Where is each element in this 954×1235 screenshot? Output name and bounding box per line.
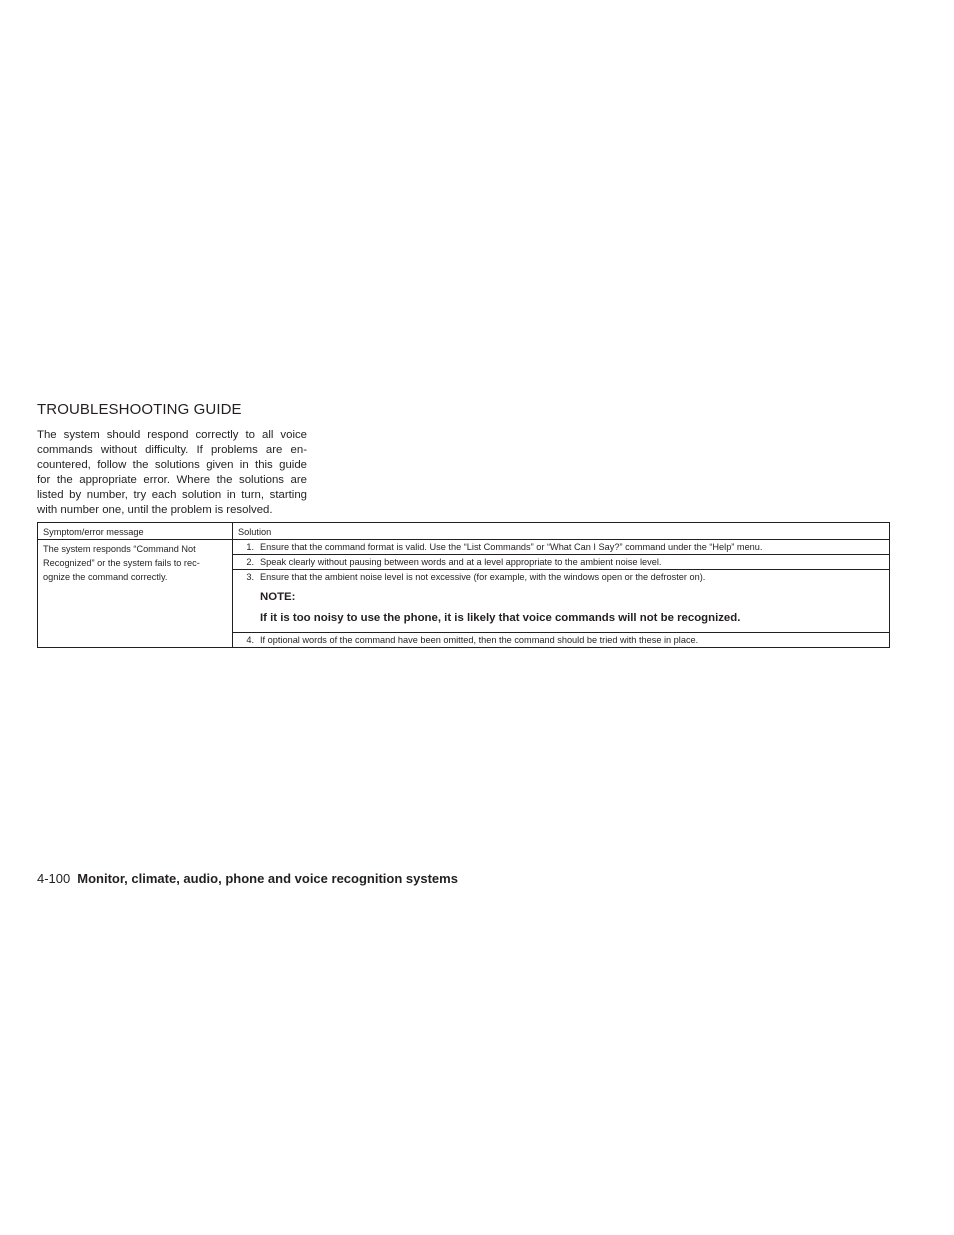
solution-text: If optional words of the command have been omitted, then the command should be tried with these in place.: [260, 635, 699, 645]
intro-line: countered, follow the solutions given in this guide: [37, 459, 307, 471]
intro-line: The system should respond correctly to all voice: [37, 429, 307, 441]
solution-text: Ensure that the ambient noise level is not excessive (for example, with the windows open or the defroster on).: [260, 572, 706, 582]
solution-text: Speak clearly without pausing between words and at a level appropriate to the ambient noise level.: [260, 557, 662, 567]
table-header-row: [38, 523, 890, 540]
troubleshooting-table: [37, 522, 890, 648]
solution-text: Ensure that the command format is valid. Use the “List Commands” or “What Can I Say?” command under the “Help” menu.: [260, 542, 763, 552]
intro-line: commands without difficulty. If problems are en-: [37, 444, 307, 456]
solution-number: 4.: [246, 635, 254, 645]
symptom-header: Symptom/error message: [38, 523, 233, 540]
solution-cell: [233, 633, 890, 648]
solution-cell: [233, 570, 890, 633]
solution-cell: [233, 540, 890, 555]
intro-line: for the appropriate error. Where the solutions are: [37, 474, 307, 486]
note-label: NOTE:: [260, 591, 296, 603]
solution-cell: [233, 555, 890, 570]
note-text: If it is too noisy to use the phone, it is likely that voice commands will not be recognized.: [260, 612, 741, 624]
symptom-line: Recognized” or the system fails to rec-: [43, 558, 200, 568]
section-title: TROUBLESHOOTING GUIDE: [37, 401, 242, 418]
intro-line: with number one, until the problem is resolved.: [37, 504, 273, 516]
solution-number: 3.: [246, 572, 254, 582]
page-number: 4-100: [37, 871, 71, 886]
table-row: [38, 540, 890, 555]
symptom-line: The system responds “Command Not: [43, 544, 196, 554]
chapter-title: Monitor, climate, audio, phone and voice recognition systems: [77, 871, 458, 886]
symptom-line: ognize the command correctly.: [43, 572, 168, 582]
solution-header: Solution: [233, 523, 890, 540]
solution-number: 2.: [246, 557, 254, 567]
intro-line: listed by number, try each solution in turn, starting: [37, 489, 307, 501]
intro-paragraph: [37, 428, 307, 518]
solution-number: 1.: [246, 542, 254, 552]
symptom-cell: [38, 540, 233, 648]
page-footer: [37, 871, 458, 886]
